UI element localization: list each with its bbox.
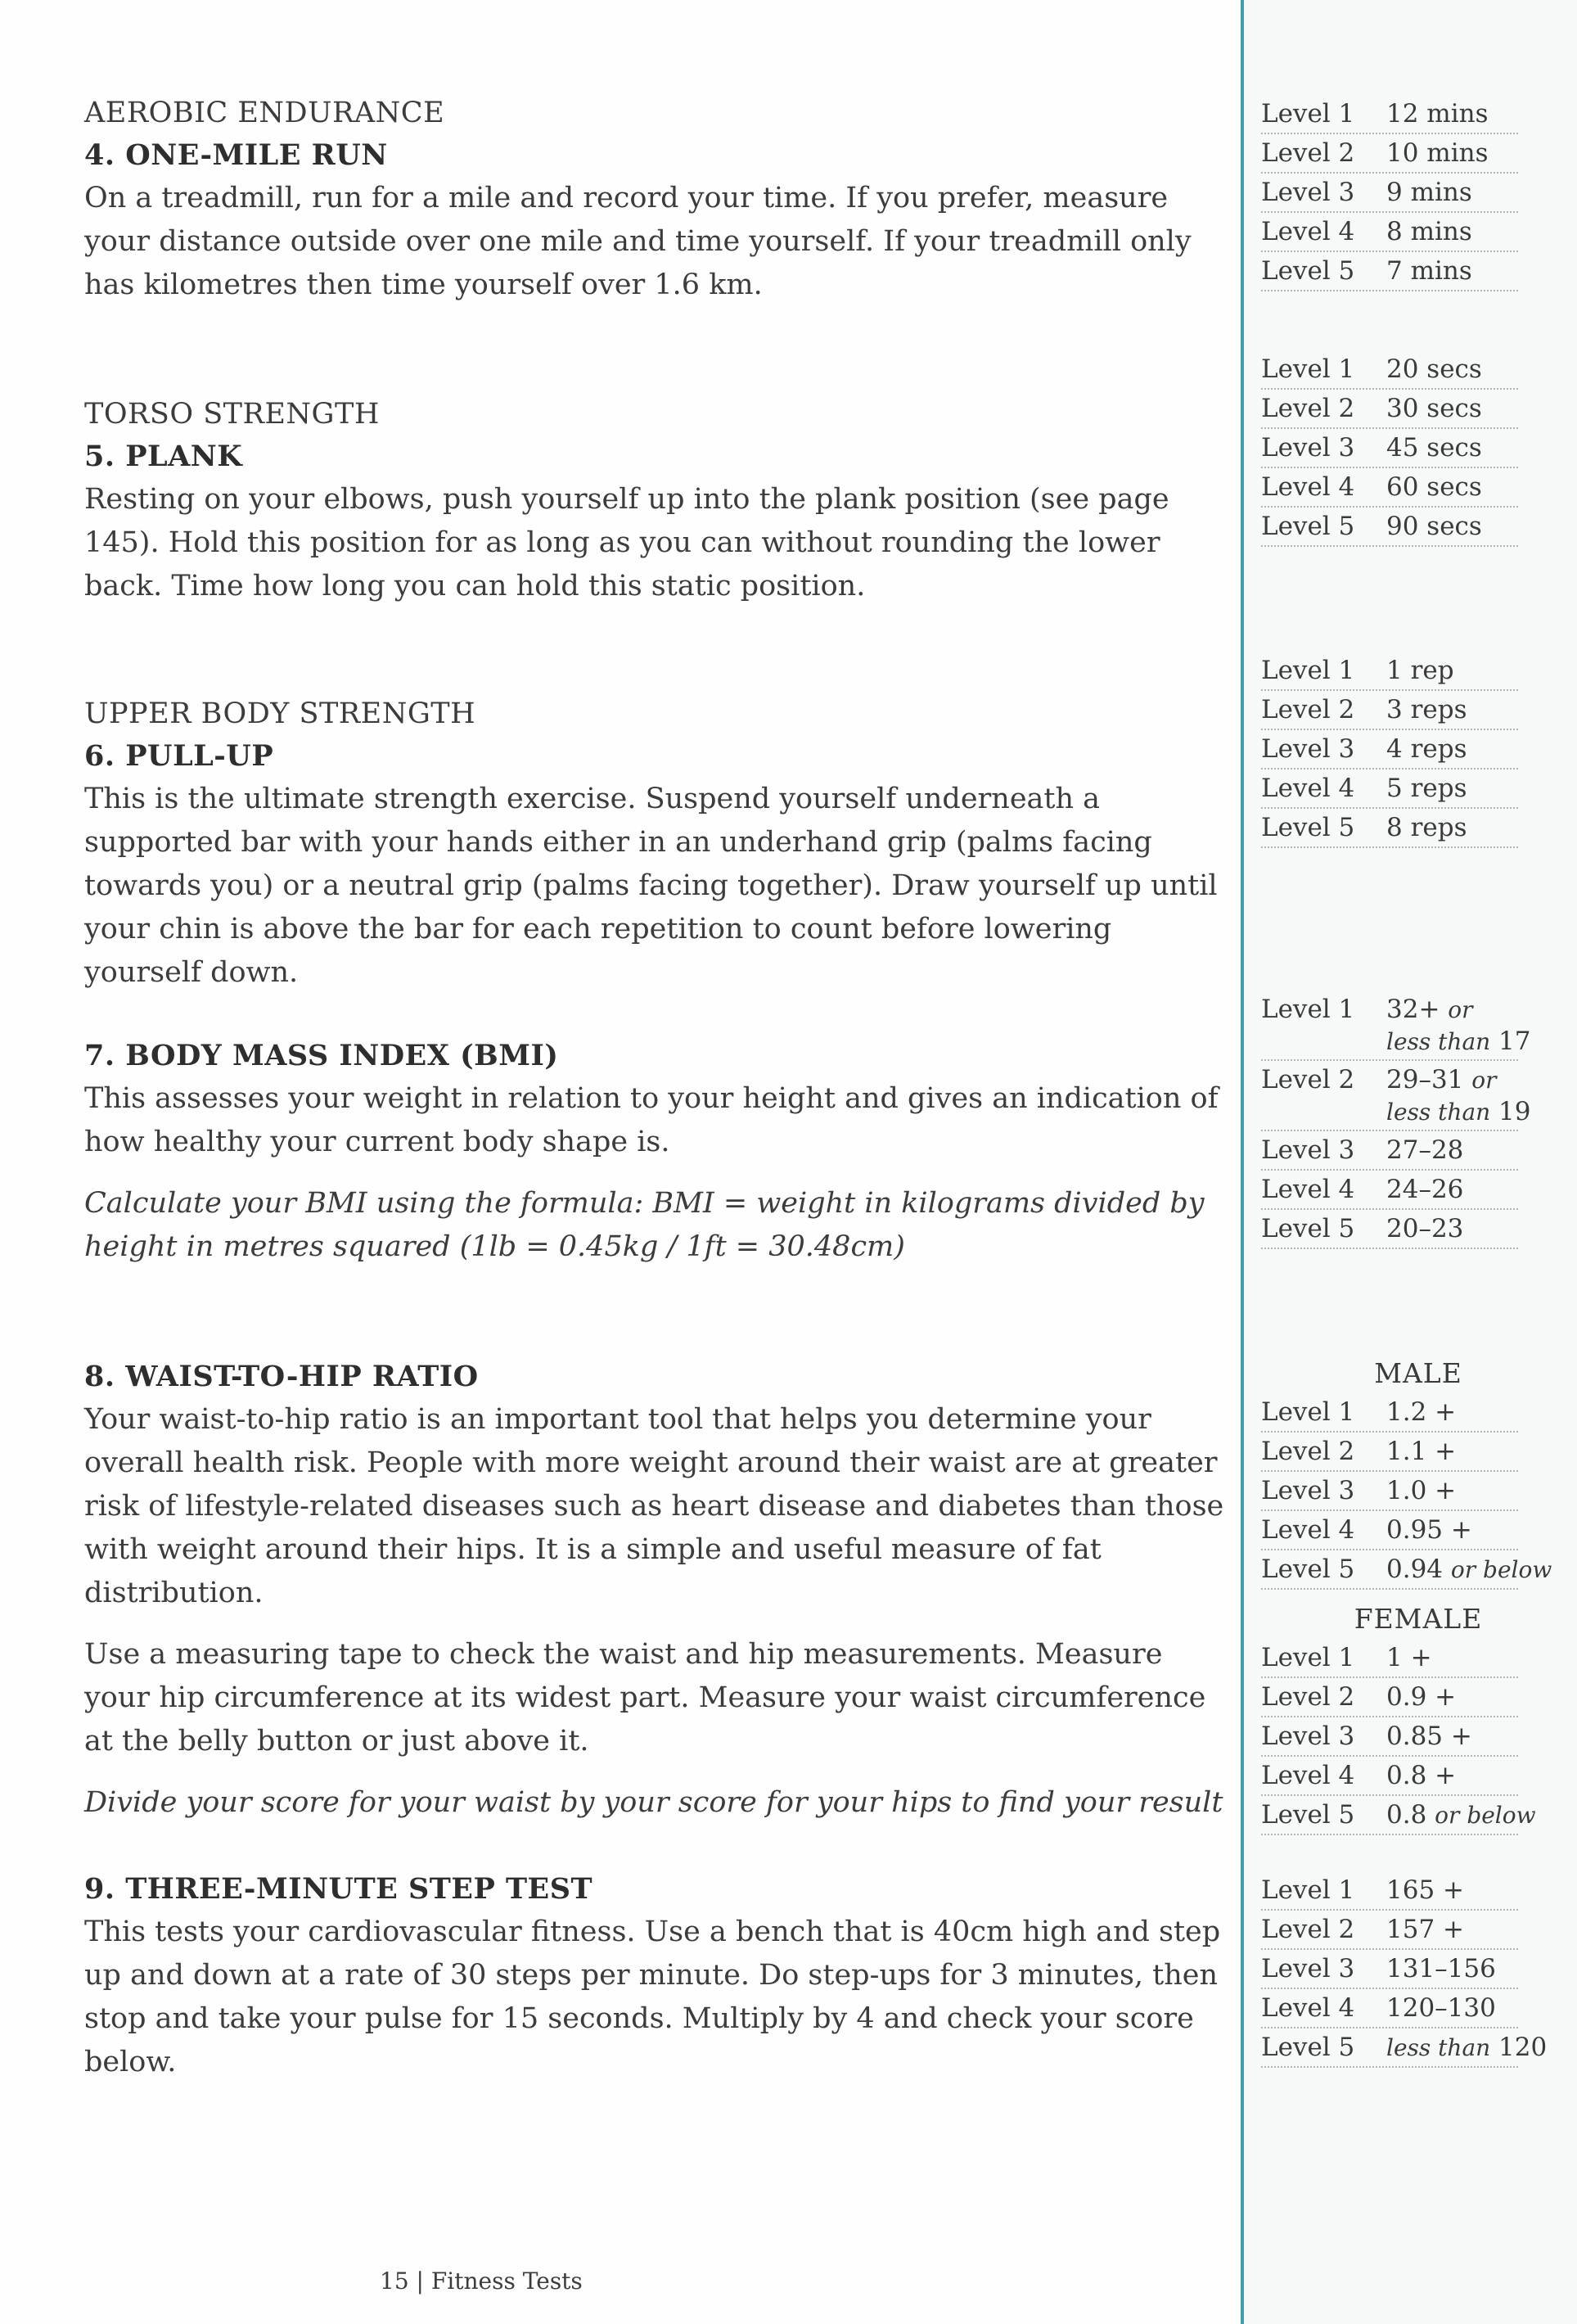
table-header-male: MALE xyxy=(1374,1357,1462,1389)
table-row: Level 5 90 secs xyxy=(1261,508,1518,547)
table-row: Level 5 less than 120 xyxy=(1261,2028,1518,2068)
table-step xyxy=(1261,1871,1548,2068)
table-row: Level 2 157 + xyxy=(1261,1911,1518,1950)
section-waist-to-hip xyxy=(84,1356,1230,1825)
table-row: Level 3 4 reps xyxy=(1261,730,1518,769)
table-row: Level 1 1.2 + xyxy=(1261,1393,1518,1433)
table-row: Level 1 12 mins xyxy=(1261,95,1518,134)
section-category: UPPER BODY STRENGTH xyxy=(84,697,476,730)
section-title: 8. WAIST-TO-HIP RATIO xyxy=(84,1360,479,1393)
section-plank xyxy=(84,393,1230,608)
table-row: Level 3 0.85 + xyxy=(1261,1717,1518,1757)
table-row: Level 1 1 rep xyxy=(1261,652,1518,691)
table-row: Level 1 20 secs xyxy=(1261,350,1518,390)
table-row: Level 5 20–23 xyxy=(1261,1210,1518,1249)
table-row: Level 4 0.8 + xyxy=(1261,1757,1518,1796)
section-body: Your waist-to-hip ratio is an important tool that helps you determine your overall health risk. People with more weight around their waist are at greater risk of lifestyle-related diseases such as heart disease and diabetes than those with weight around their hips. It is a simple and useful measure of fat distribution. xyxy=(84,1403,1224,1609)
section-title: 7. BODY MASS INDEX (BMI) xyxy=(84,1039,559,1072)
table-row: Level 2 29–31 or less than 19 xyxy=(1261,1061,1518,1131)
table-row: Level 4 5 reps xyxy=(1261,769,1518,809)
table-header-female: FEMALE xyxy=(1354,1603,1483,1635)
table-run xyxy=(1261,95,1518,291)
section-title: 6. PULL-UP xyxy=(84,739,274,773)
teal-divider xyxy=(1241,0,1244,2324)
section-formula: Divide your score for your waist by your score for your hips to find your result xyxy=(84,1786,1223,1819)
table-row: Level 3 27–28 xyxy=(1261,1131,1518,1171)
table-plank xyxy=(1261,350,1518,547)
table-row: Level 2 10 mins xyxy=(1261,134,1518,174)
section-body-2: Use a measuring tape to check the waist and hip measurements. Measure your hip circumference at its widest part. Measure your waist circumference at the belly button or just above it. xyxy=(84,1638,1206,1758)
section-formula: Calculate your BMI using the formula: BMI = weight in kilograms divided by height in metres squared (1lb = 0.45kg / 1ft = 30.48cm) xyxy=(84,1187,1205,1263)
table-row: Level 4 60 secs xyxy=(1261,468,1518,508)
page-footer: 15 | Fitness Tests xyxy=(380,2268,583,2295)
table-row: Level 4 0.95 + xyxy=(1261,1511,1518,1550)
table-row: Level 2 30 secs xyxy=(1261,390,1518,429)
section-title: 9. THREE-MINUTE STEP TEST xyxy=(84,1872,593,1906)
section-title: 4. ONE-MILE RUN xyxy=(84,138,388,172)
table-row: Level 2 1.1 + xyxy=(1261,1433,1518,1472)
table-row: Level 5 0.8 or below xyxy=(1261,1796,1518,1835)
table-pullup xyxy=(1261,652,1518,848)
table-row: Level 1 1 + xyxy=(1261,1639,1518,1678)
table-row: Level 2 3 reps xyxy=(1261,691,1518,730)
section-pull-up xyxy=(84,693,1230,995)
section-body: Resting on your elbows, push yourself up into the plank position (see page 145). Hold this position for as long as you can without rounding the lower back. Time how long you can hold this static position. xyxy=(84,483,1169,602)
section-category: AEROBIC ENDURANCE xyxy=(84,97,445,129)
section-one-mile-run xyxy=(84,92,1230,307)
table-row: Level 5 8 reps xyxy=(1261,809,1518,848)
table-row: Level 5 0.94 or below xyxy=(1261,1550,1518,1590)
section-body: This is the ultimate strength exercise. Suspend yourself underneath a supported bar with your hands either in an underhand grip (palms facing towards you) or a neutral grip (palms facing together). Draw yourself up until your chin is above the bar for each repetition to count before lowering yourself down. xyxy=(84,783,1218,989)
section-title: 5. PLANK xyxy=(84,440,243,473)
section-body: On a treadmill, run for a mile and record your time. If you prefer, measure your distance outside over one mile and time yourself. If your treadmill only has kilometres then time yourself over 1.6 km. xyxy=(84,182,1192,301)
table-whr-female xyxy=(1261,1600,1536,1835)
table-row: Level 4 120–130 xyxy=(1261,1989,1518,2028)
table-row: Level 5 7 mins xyxy=(1261,252,1518,291)
table-row: Level 4 8 mins xyxy=(1261,213,1518,252)
table-row: Level 4 24–26 xyxy=(1261,1171,1518,1210)
table-row: Level 3 45 secs xyxy=(1261,429,1518,468)
table-row: Level 3 131–156 xyxy=(1261,1950,1518,1989)
table-bmi xyxy=(1261,991,1531,1249)
section-bmi xyxy=(84,1035,1230,1269)
table-row: Level 1 32+ or less than 17 xyxy=(1261,991,1518,1061)
table-row: Level 2 0.9 + xyxy=(1261,1678,1518,1717)
table-whr-male xyxy=(1261,1354,1552,1590)
section-step-test xyxy=(84,1868,1230,2084)
table-row: Level 1 165 + xyxy=(1261,1871,1518,1911)
table-row: Level 3 9 mins xyxy=(1261,174,1518,213)
section-body: This tests your cardiovascular fitness. Use a bench that is 40cm high and step up and down at a rate of 30 steps per minute. Do step-ups for 3 minutes, then stop and take your pulse for 15 seconds. Multiply by 4 and check your score below. xyxy=(84,1916,1221,2078)
table-row: Level 3 1.0 + xyxy=(1261,1472,1518,1511)
section-body: This assesses your weight in relation to your height and gives an indication of how healthy your current body shape is. xyxy=(84,1082,1219,1158)
section-category: TORSO STRENGTH xyxy=(84,398,380,431)
